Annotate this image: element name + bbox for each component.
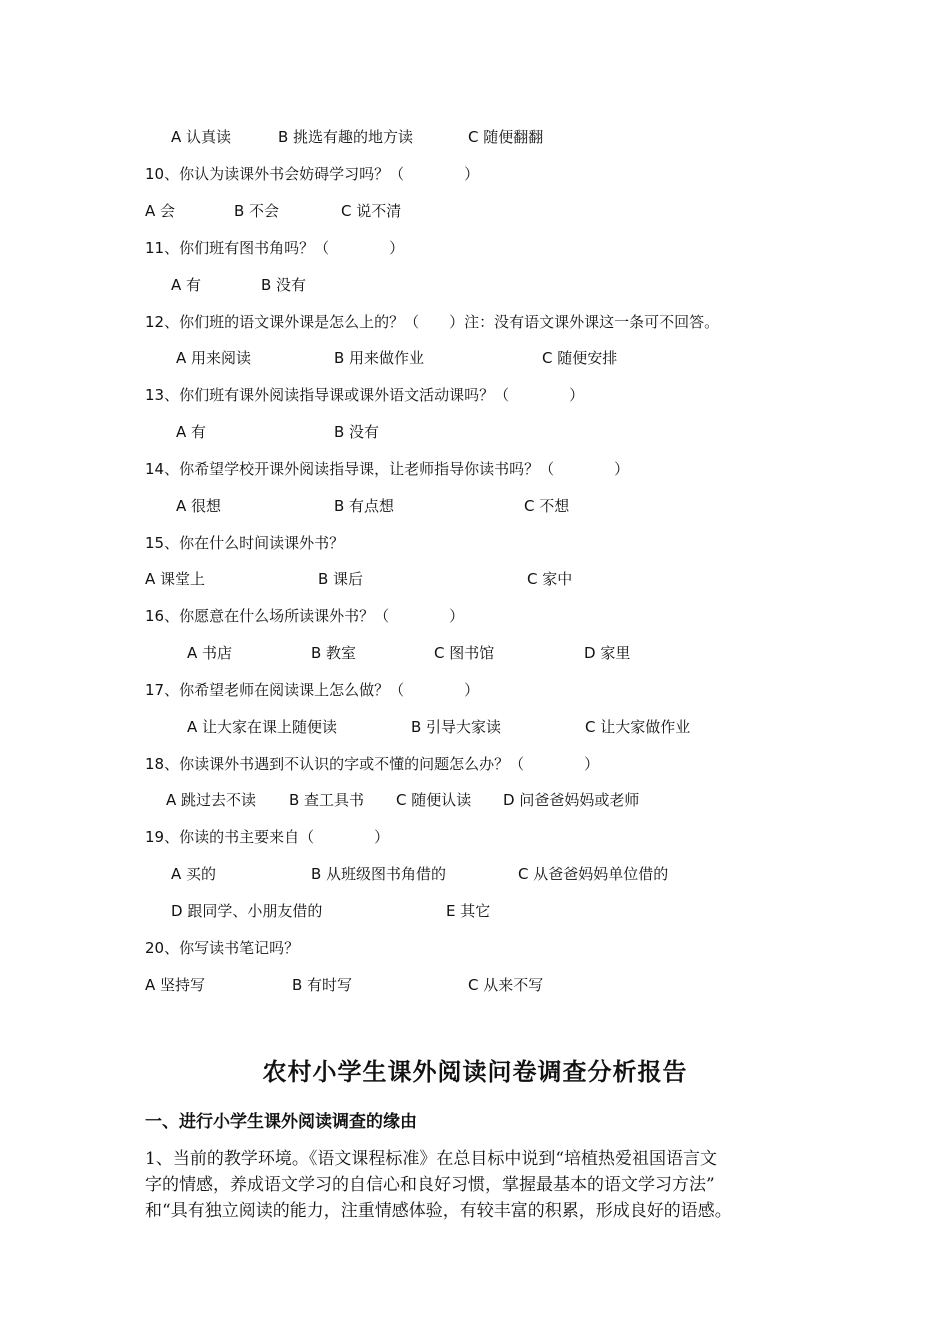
- q19-question: 19、你读的书主要来自（ ）: [145, 828, 390, 846]
- q10-option-b: B 不会: [234, 202, 280, 220]
- q12-option-a: A 用来阅读: [176, 349, 252, 367]
- q15-option-b: B 课后: [318, 570, 364, 588]
- q13-option-b: B 没有: [334, 423, 380, 441]
- q15-option-a: A 课堂上: [145, 570, 206, 588]
- q10-option-c: C 说不清: [341, 202, 402, 220]
- q14-question: 14、你希望学校开课外阅读指导课，让老师指导你读书吗？（ ）: [145, 460, 630, 478]
- q9-option-c: C 随便翻翻: [468, 128, 544, 146]
- q16-question: 16、你愿意在什么场所读课外书？（ ）: [145, 607, 465, 625]
- q18-option-a: A 跳过去不读: [166, 791, 257, 809]
- q19-option-b: B 从班级图书角借的: [311, 865, 447, 883]
- q11-option-a: A 有: [171, 276, 202, 294]
- q18-option-d: D 问爸爸妈妈或老师: [503, 791, 640, 809]
- paragraph-line: 和“具有独立阅读的能力，注重情感体验，有较丰富的积累，形成良好的语感。: [145, 1201, 732, 1221]
- q13-question: 13、你们班有课外阅读指导课或课外语文活动课吗？（ ）: [145, 386, 585, 404]
- q17-option-a: A 让大家在课上随便读: [187, 718, 338, 736]
- report-paragraph: [145, 1146, 815, 1224]
- paragraph-line: 1、当前的教学环境。《语文课程标准》在总目标中说到“培植热爱祖国语言文: [145, 1149, 718, 1169]
- q19-option-a: A 买的: [171, 865, 217, 883]
- q17-option-b: B 引导大家读: [411, 718, 502, 736]
- q15-option-c: C 家中: [527, 570, 573, 588]
- q19-option-d: D 跟同学、小朋友借的: [171, 902, 323, 920]
- q12-option-c: C 随便安排: [542, 349, 618, 367]
- paragraph-line: 字的情感，养成语文学习的自信心和良好习惯，掌握最基本的语文学习方法”: [145, 1175, 715, 1195]
- q18-option-c: C 随便认读: [396, 791, 472, 809]
- q20-question: 20、你写读书笔记吗？: [145, 939, 300, 957]
- q17-option-c: C 让大家做作业: [585, 718, 691, 736]
- q11-option-b: B 没有: [261, 276, 307, 294]
- q14-option-c: C 不想: [524, 497, 570, 515]
- q19-option-e: E 其它: [446, 902, 491, 920]
- q14-option-b: B 有点想: [334, 497, 395, 515]
- q9-option-a: A 认真读: [171, 128, 232, 146]
- q15-question: 15、你在什么时间读课外书？: [145, 534, 345, 552]
- q11-question: 11、你们班有图书角吗？（ ）: [145, 239, 405, 257]
- q19-option-c: C 从爸爸妈妈单位借的: [518, 865, 669, 883]
- q13-option-a: A 有: [176, 423, 207, 441]
- q12-option-b: B 用来做作业: [334, 349, 425, 367]
- q20-option-b: B 有时写: [292, 976, 353, 994]
- q18-question: 18、你读课外书遇到不认识的字或不懂的问题怎么办？（ ）: [145, 755, 600, 773]
- section-heading-1: 一、进行小学生课外阅读调查的缘由: [145, 1112, 417, 1132]
- q9-option-b: B 挑选有趣的地方读: [278, 128, 414, 146]
- q16-option-a: A 书店: [187, 644, 233, 662]
- q20-option-a: A 坚持写: [145, 976, 206, 994]
- q16-option-b: B 教室: [311, 644, 357, 662]
- q16-option-d: D 家里: [584, 644, 631, 662]
- q17-question: 17、你希望老师在阅读课上怎么做？（ ）: [145, 681, 480, 699]
- q18-option-b: B 查工具书: [289, 791, 365, 809]
- report-title: 农村小学生课外阅读问卷调查分析报告: [262, 1057, 688, 1086]
- q20-option-c: C 从来不写: [468, 976, 544, 994]
- q12-question: 12、你们班的语文课外课是怎么上的？（ ）注：没有语文课外课这一条可不回答。: [145, 313, 720, 331]
- q10-option-a: A 会: [145, 202, 176, 220]
- q16-option-c: C 图书馆: [434, 644, 495, 662]
- q14-option-a: A 很想: [176, 497, 222, 515]
- q10-question: 10、你认为读课外书会妨碍学习吗？（ ）: [145, 165, 480, 183]
